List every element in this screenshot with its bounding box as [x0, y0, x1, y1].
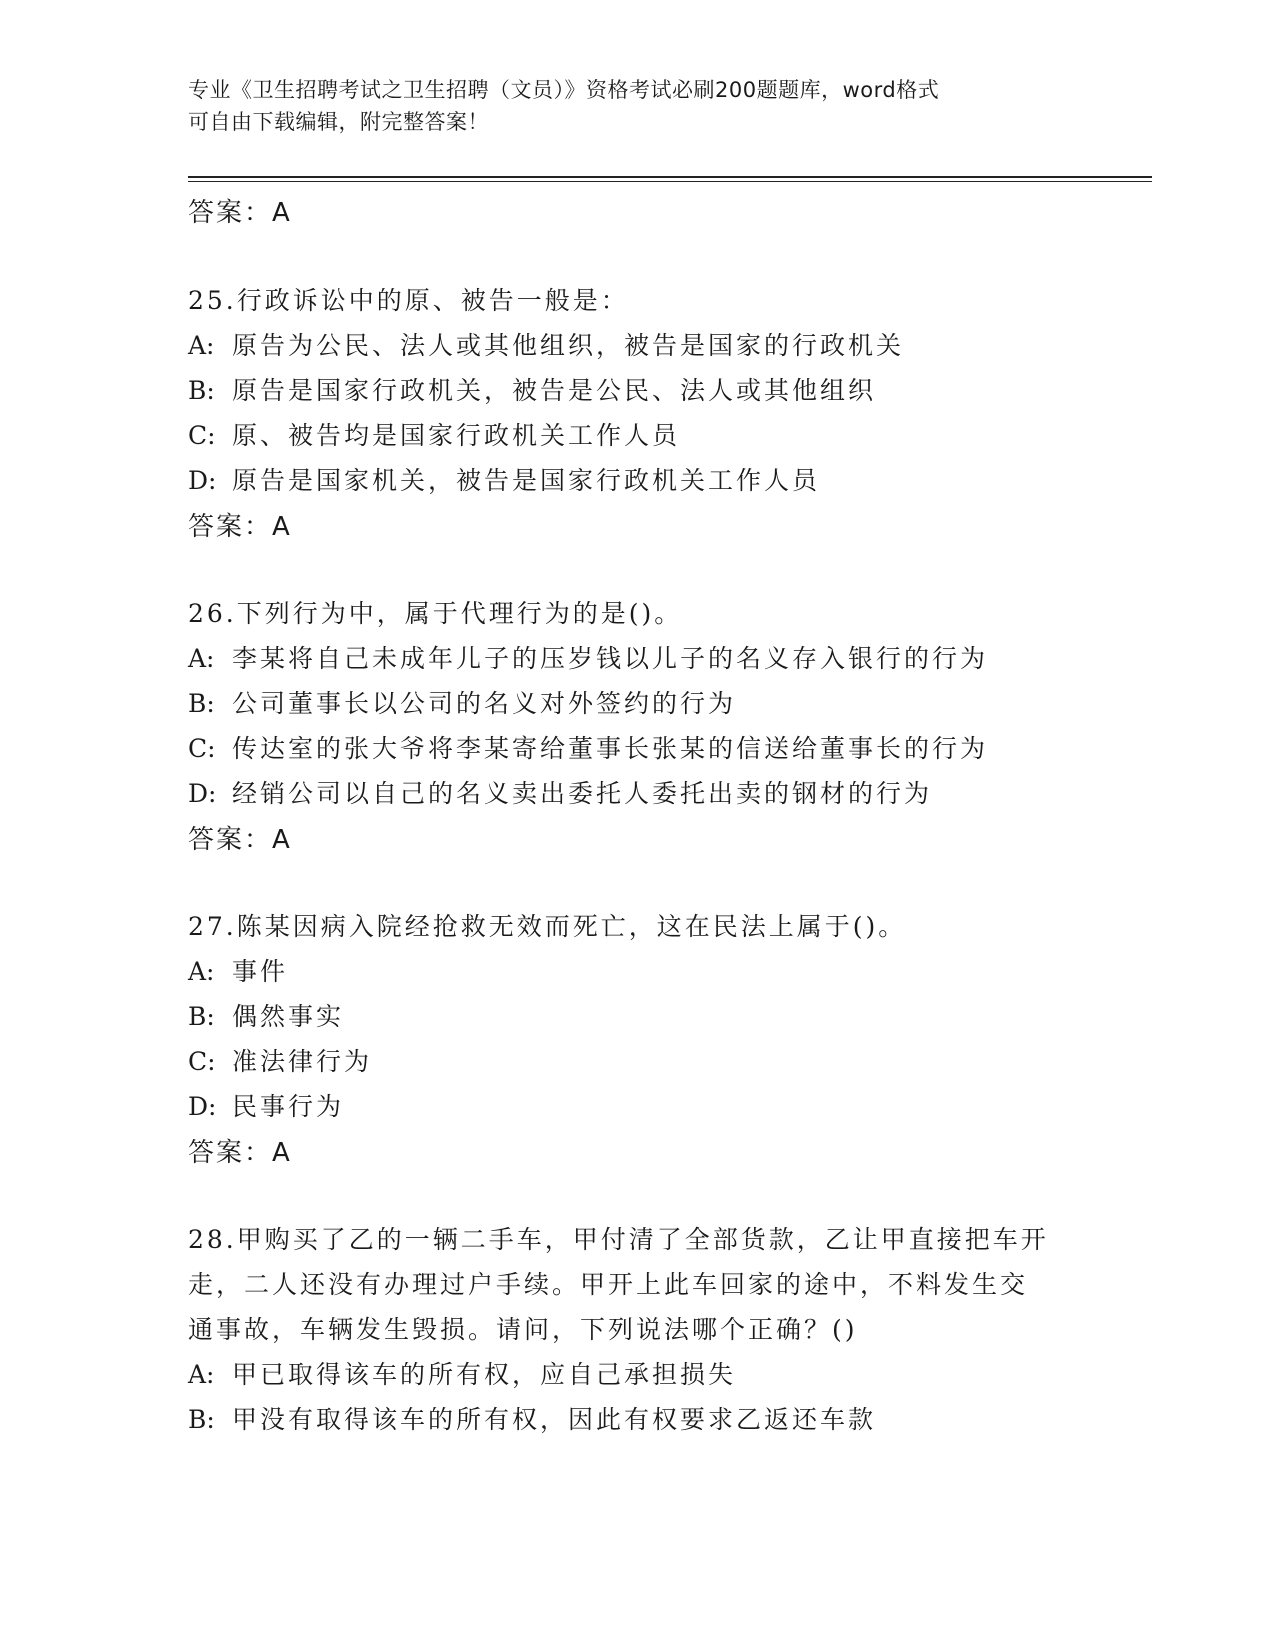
option-text: 原、被告均是国家行政机关工作人员	[232, 421, 681, 450]
option-a	[188, 636, 1088, 681]
option-label: A:	[188, 1360, 215, 1389]
option-text: 原告是国家机关，被告是国家行政机关工作人员	[232, 466, 821, 495]
option-text: 准法律行为	[232, 1047, 373, 1076]
option-c	[188, 413, 1088, 458]
option-text: 偶然事实	[232, 1002, 345, 1031]
spacer	[188, 551, 1088, 591]
question-text: 27.陈某因病入院经抢救无效而死亡，这在民法上属于()。	[188, 912, 907, 941]
option-label: D:	[188, 779, 217, 808]
option-label: A:	[188, 644, 215, 673]
question-block	[188, 278, 1088, 551]
option-label: A:	[188, 331, 215, 360]
spacer	[188, 238, 1088, 278]
question-text: 28.甲购买了乙的一辆二手车，甲付清了全部货款，乙让甲直接把车开	[188, 1225, 1049, 1254]
option-text: 公司董事长以公司的名义对外签约的行为	[232, 689, 737, 718]
option-a	[188, 949, 1088, 994]
option-label: B:	[188, 689, 215, 718]
question-text: 26.下列行为中，属于代理行为的是()。	[188, 599, 683, 628]
option-label: C:	[188, 734, 216, 763]
header-line-1: 专业《卫生招聘考试之卫生招聘（文员）》资格考试必刷200题题库，word格式	[188, 78, 940, 102]
option-label: B:	[188, 1405, 215, 1434]
question-list	[188, 188, 1088, 1442]
option-label: B:	[188, 1002, 215, 1031]
question-text: 25.行政诉讼中的原、被告一般是：	[188, 286, 629, 315]
option-a	[188, 1352, 1088, 1397]
option-text: 民事行为	[232, 1092, 345, 1121]
option-c	[188, 726, 1088, 771]
option-text: 甲已取得该车的所有权，应自己承担损失	[232, 1360, 737, 1389]
option-label: D:	[188, 466, 217, 495]
question-block	[188, 904, 1088, 1177]
header-rule-thin	[188, 181, 1152, 182]
answer-line: 答案：A	[188, 1138, 292, 1168]
header-rule-thick	[188, 176, 1152, 178]
answer-line: 答案：A	[188, 198, 292, 228]
spacer	[188, 864, 1088, 904]
option-label: C:	[188, 1047, 216, 1076]
question-block	[188, 1217, 1088, 1442]
option-text: 事件	[232, 957, 289, 986]
option-b	[188, 1397, 1088, 1442]
document-header	[188, 74, 1068, 138]
question-text: 走，二人还没有办理过户手续。甲开上此车回家的途中，不料发生交	[188, 1270, 1029, 1299]
option-label: A:	[188, 957, 215, 986]
option-text: 原告是国家行政机关，被告是公民、法人或其他组织	[232, 376, 877, 405]
option-d	[188, 1084, 1088, 1129]
question-block	[188, 591, 1088, 864]
option-text: 甲没有取得该车的所有权，因此有权要求乙返还车款	[232, 1405, 877, 1434]
answer-line: 答案：A	[188, 825, 292, 855]
option-text: 传达室的张大爷将李某寄给董事长张某的信送给董事长的行为	[232, 734, 989, 763]
option-d	[188, 771, 1088, 816]
option-text: 原告为公民、法人或其他组织，被告是国家的行政机关	[232, 331, 905, 360]
option-d	[188, 458, 1088, 503]
option-text: 李某将自己未成年儿子的压岁钱以儿子的名义存入银行的行为	[232, 644, 989, 673]
option-b	[188, 681, 1088, 726]
option-label: D:	[188, 1092, 217, 1121]
question-text: 通事故，车辆发生毁损。请问，下列说法哪个正确？()	[188, 1315, 858, 1344]
header-line-2: 可自由下载编辑，附完整答案！	[188, 110, 489, 134]
option-text: 经销公司以自己的名义卖出委托人委托出卖的钢材的行为	[232, 779, 933, 808]
option-b	[188, 368, 1088, 413]
answer-line: 答案：A	[188, 512, 292, 542]
option-label: C:	[188, 421, 216, 450]
option-b	[188, 994, 1088, 1039]
option-c	[188, 1039, 1088, 1084]
option-label: B:	[188, 376, 215, 405]
spacer	[188, 1177, 1088, 1217]
option-a	[188, 323, 1088, 368]
